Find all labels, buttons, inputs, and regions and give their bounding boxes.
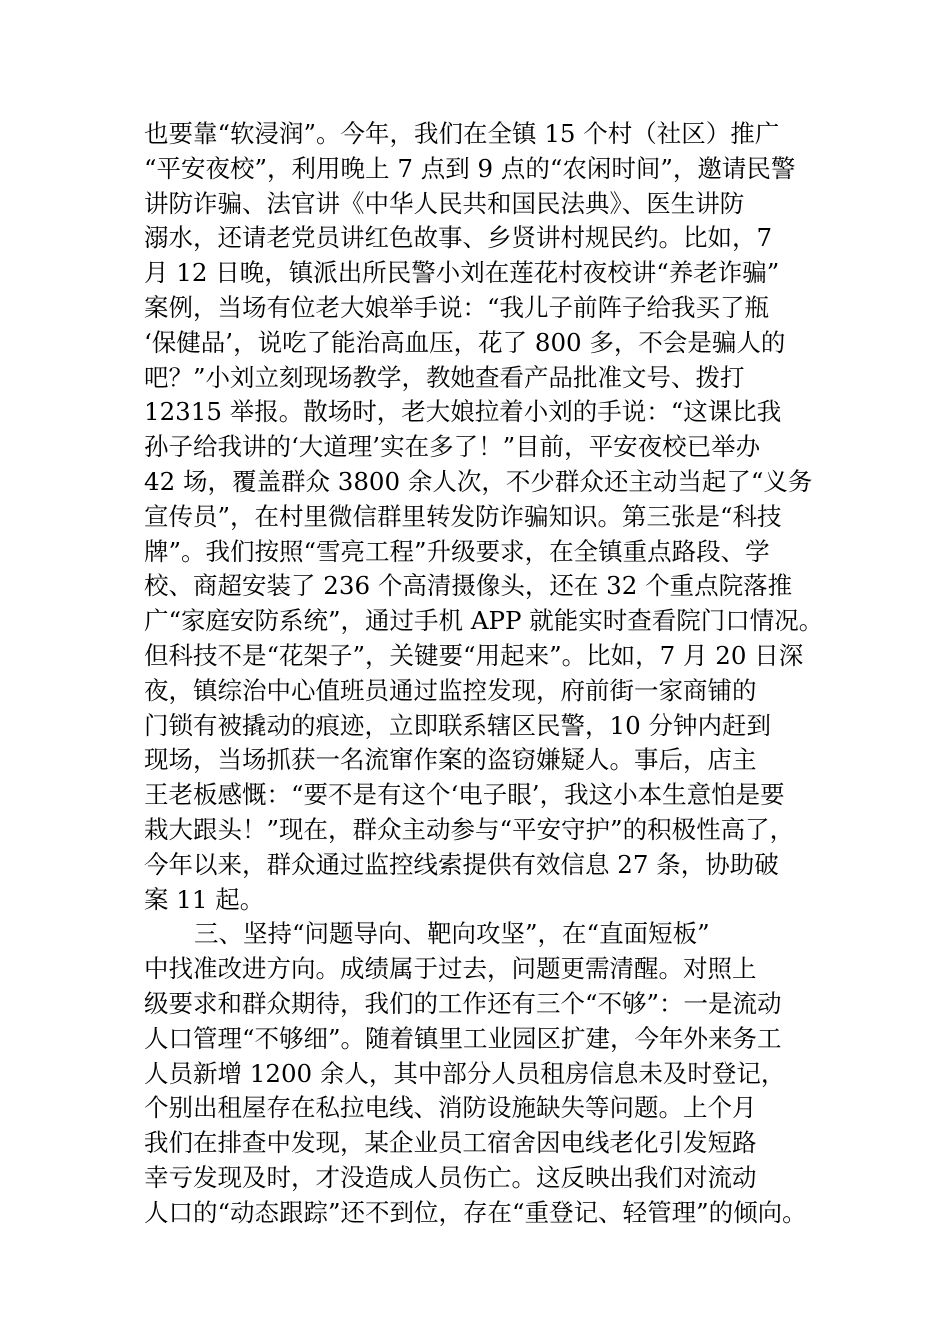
text-line: 栽大跟头！”现在，群众主动参与“平安守护”的积极性高了， bbox=[144, 814, 795, 844]
text-line: 也要靠“软浸润”。今年，我们在全镇 15 个村（社区）推广 bbox=[144, 119, 780, 148]
text-line: 人口管理“不够细”。随着镇里工业园区扩建，今年外来务工 bbox=[144, 1023, 782, 1053]
body-text bbox=[144, 117, 824, 1231]
text-line: 溺水，还请老党员讲红色故事、乡贤讲村规民约。比如，7 bbox=[144, 223, 773, 253]
text-line: 孙子给我讲的‘大道理’实在多了！”目前，平安夜校已举办 bbox=[144, 432, 761, 462]
text-line: 人口的“动态跟踪”还不到位，存在“重登记、轻管理”的倾向。 bbox=[144, 1197, 807, 1227]
text-line: 吧？”小刘立刻现场教学，教她查看产品批准文号、拨打 bbox=[144, 362, 745, 392]
text-line: 案 11 起。 bbox=[144, 884, 265, 914]
text-line: 案例，当场有位老大娘举手说：“我儿子前阵子给我买了瓶 bbox=[144, 292, 770, 322]
text-line: 人员新增 1200 余人，其中部分人员租房信息未及时登记， bbox=[144, 1058, 786, 1088]
text-line: 牌”。我们按照“雪亮工程”升级要求，在全镇重点路段、学 bbox=[144, 536, 770, 566]
text-line: 现场，当场抓获一名流窜作案的盗窃嫌疑人。事后，店主 bbox=[144, 745, 757, 775]
text-line: 月 12 日晚，镇派出所民警小刘在莲花村夜校讲“养老诈骗” bbox=[144, 258, 780, 288]
text-line: 12315 举报。散场时，老大娘拉着小刘的手说：“这课比我 bbox=[144, 397, 782, 427]
text-line: 我们在排查中发现，某企业员工宿舍因电线老化引发短路 bbox=[144, 1128, 757, 1158]
text-line: 42 场，覆盖群众 3800 余人次，不少群众还主动当起了“义务 bbox=[144, 466, 813, 496]
text-line: 门锁有被撬动的痕迹，立即联系辖区民警，10 分钟内赶到 bbox=[144, 710, 771, 740]
text-line: 广“家庭安防系统”，通过手机 APP 就能实时查看院门口情况。 bbox=[144, 606, 824, 636]
text-line: ‘保健品’，说吃了能治高血压，花了 800 多，不会是骗人的 bbox=[144, 327, 786, 357]
text-line: 宣传员”，在村里微信群里转发防诈骗知识。第三张是“科技 bbox=[144, 501, 782, 531]
text-line: 但科技不是“花架子”，关键要“用起来”。比如，7 月 20 日深 bbox=[144, 640, 804, 670]
text-line: 今年以来，群众通过监控线索提供有效信息 27 条，协助破 bbox=[144, 849, 779, 879]
section-heading-line: 三、坚持“问题导向、靶向攻坚”，在“直面短板” bbox=[194, 919, 710, 949]
text-line: 中找准改进方向。成绩属于过去，问题更需清醒。对照上 bbox=[144, 954, 757, 984]
text-line: 讲防诈骗、法官讲《中华人民共和国民法典》、医生讲防 bbox=[144, 188, 745, 218]
text-line: 王老板感慨：“要不是有这个‘电子眼’，我这小本生意怕是要 bbox=[144, 780, 785, 810]
text-line: 夜，镇综治中心值班员通过监控发现，府前街一家商铺的 bbox=[144, 675, 757, 705]
text-line: 校、商超安装了 236 个高清摄像头，还在 32 个重点院落推 bbox=[144, 571, 793, 601]
text-line: 幸亏发现及时，才没造成人员伤亡。这反映出我们对流动 bbox=[144, 1162, 757, 1192]
text-line: 个别出租屋存在私拉电线、消防设施缺失等问题。上个月 bbox=[144, 1093, 757, 1123]
text-line: 级要求和群众期待，我们的工作还有三个“不够”：一是流动 bbox=[144, 988, 782, 1018]
text-line: “平安夜校”，利用晚上 7 点到 9 点的“农闲时间”，邀请民警 bbox=[144, 153, 796, 183]
